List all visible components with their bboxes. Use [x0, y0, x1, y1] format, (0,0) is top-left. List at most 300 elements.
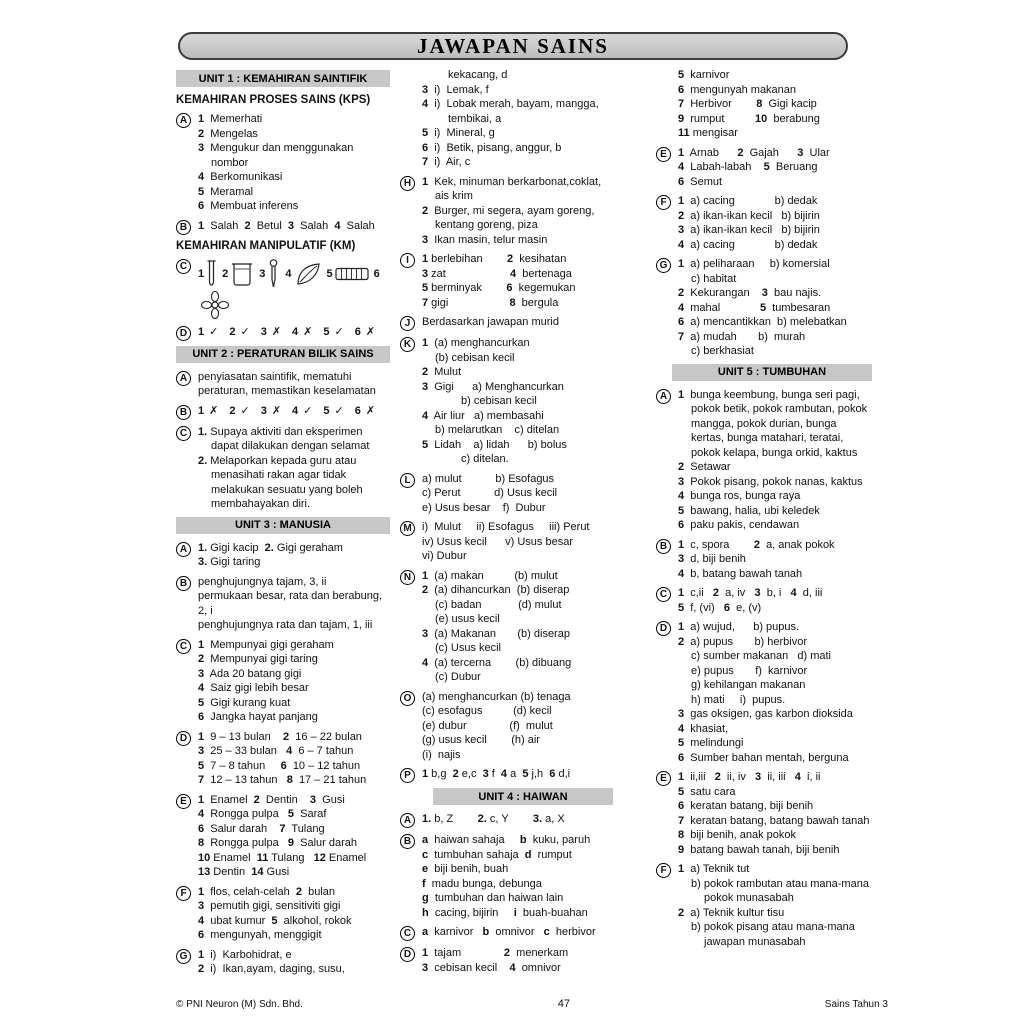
- item-number: 6: [422, 141, 429, 154]
- answer-text: (g) usus kecil (h) air: [422, 734, 540, 746]
- answer-text: c) Perut d) Usus kecil: [422, 487, 558, 499]
- answer-text: Salah: [294, 219, 335, 232]
- answer-text: bergula: [515, 296, 559, 309]
- answer-row: [422, 218, 646, 233]
- answer-text: dapat dilakukan dengan selamat: [211, 440, 370, 452]
- item-number: 4: [678, 161, 685, 173]
- answer-rows: [673, 257, 888, 359]
- answer-text: 16 – 22 bulan: [289, 730, 362, 743]
- answer-row: [678, 146, 888, 161]
- answer-text: vi) Dubur: [422, 550, 467, 562]
- item-number: 5: [323, 325, 330, 338]
- answer-row: [422, 925, 646, 940]
- answer-row: [198, 604, 390, 619]
- answer-text: Setawar: [684, 461, 731, 473]
- answer-row: [198, 127, 390, 142]
- answer-text: Gigi kurang kuat: [204, 696, 291, 709]
- answer-text: kesihatan: [513, 253, 567, 265]
- answer-text: a) mencantikkan b) melebatkan: [684, 316, 847, 328]
- answer-text: Pokok pisang, pokok nanas, kaktus: [684, 475, 863, 488]
- answer-row: [422, 423, 646, 438]
- answer-text: e) pupus f) karnivor: [691, 664, 808, 677]
- item-number: 1: [198, 404, 205, 417]
- answer-letter-badge: D: [176, 731, 191, 746]
- answer-row: [198, 667, 390, 682]
- answer-text: c) sumber makanan d) mati: [691, 650, 831, 662]
- item-number: 5: [678, 785, 685, 798]
- unit-header: UNIT 5 : TUMBUHAN: [672, 364, 872, 381]
- answer-row: [678, 620, 888, 635]
- answer-row: [678, 635, 888, 650]
- badge-cell: [400, 569, 417, 685]
- item-number: 6: [198, 200, 205, 212]
- item-number: 8: [756, 98, 763, 110]
- answer-text: b) pokok rambutan atau mana-mana: [691, 877, 869, 890]
- answer-row: [678, 257, 888, 272]
- answer-letter-badge: G: [656, 258, 671, 273]
- answer-row: [198, 899, 390, 914]
- answer-text: Kekurangan: [684, 287, 762, 299]
- answer-text: rumput: [531, 848, 572, 861]
- answer-row: [678, 843, 888, 858]
- answer-rows: [193, 425, 390, 512]
- item-number: 5: [198, 696, 205, 709]
- answer-rows: [193, 730, 390, 788]
- answer-group: [656, 538, 888, 582]
- answer-row: [198, 258, 390, 320]
- answer-rows: [193, 325, 390, 341]
- item-number: 1: [678, 771, 685, 783]
- answer-row: [678, 920, 888, 935]
- badge-cell: [176, 325, 193, 341]
- answer-rows: [673, 586, 888, 615]
- answer-text: Mengelas: [204, 127, 258, 140]
- item-number: 2: [452, 768, 459, 780]
- badge-cell: [176, 219, 193, 235]
- item-number: 8: [509, 296, 516, 309]
- answer-row: [678, 160, 888, 175]
- answer-text: e,c: [458, 768, 483, 780]
- answer-row: [422, 472, 646, 487]
- answer-text: bulan: [301, 885, 335, 898]
- answer-row: [422, 748, 646, 763]
- item-number: 6: [506, 282, 513, 294]
- answer-row: [198, 141, 390, 156]
- item-number: 7: [678, 330, 685, 343]
- answer-row: [198, 730, 390, 745]
- answer-rows: [417, 520, 646, 564]
- item-number: 5: [422, 282, 429, 294]
- answer-text: (a) dihancurkan (b) diserap: [428, 584, 570, 596]
- check-icon: ✓: [209, 324, 219, 338]
- answer-letter-badge: B: [656, 539, 671, 554]
- badge-cell: [176, 885, 193, 943]
- answer-group: [176, 638, 390, 725]
- item-number: 9: [678, 843, 685, 856]
- answer-row: [422, 336, 646, 351]
- answer-row: [422, 549, 646, 564]
- badge-cell: [656, 620, 673, 765]
- answer-row: [678, 751, 888, 766]
- answer-text: Berkomunikasi: [204, 171, 283, 183]
- answer-text: (a) tercerna (b) dibuang: [428, 656, 572, 669]
- answer-text: 6 – 7 tahun: [292, 745, 354, 757]
- item-number: 2: [422, 204, 429, 217]
- answer-group: [656, 257, 888, 359]
- badge-cell: [656, 194, 673, 252]
- item-number: 3: [761, 287, 768, 299]
- item-number: 3: [422, 267, 429, 280]
- item-number: 1.: [422, 813, 432, 825]
- answer-text: b, i: [760, 587, 791, 599]
- item-number: 3: [422, 380, 429, 393]
- answer-row: [422, 394, 646, 409]
- answer-rows: [417, 175, 646, 248]
- answer-row: [678, 552, 888, 567]
- answer-row: [422, 252, 646, 267]
- answer-rows: [417, 315, 646, 331]
- answer-row: [422, 569, 646, 584]
- answer-text: Dentin: [210, 866, 252, 878]
- answer-text: c, Y: [486, 813, 533, 825]
- answer-group: [400, 946, 646, 975]
- answer-text: flos, celah-celah: [204, 885, 296, 898]
- answer-row: [678, 891, 888, 906]
- answer-group: [176, 425, 390, 512]
- answer-group: [176, 885, 390, 943]
- cross-icon: ✗: [271, 324, 282, 338]
- item-number: 1: [198, 885, 205, 898]
- item-number: 1: [198, 638, 205, 651]
- answer-text: 17 – 21 tahun: [292, 774, 367, 786]
- badge-cell: [176, 404, 193, 420]
- answer-text: Supaya aktiviti dan eksperimen: [207, 425, 363, 438]
- badge-cell: [176, 638, 193, 725]
- answer-text: bertenaga: [516, 267, 572, 280]
- item-number: 10: [755, 112, 768, 125]
- check-icon: ✓: [240, 324, 250, 338]
- item-number: 1: [678, 863, 685, 875]
- answer-row: [198, 652, 390, 667]
- answer-row: [198, 793, 390, 808]
- answer-text: a) peliharaan b) komersial: [684, 258, 830, 270]
- item-number: 2: [422, 584, 429, 596]
- answer-text: melindungi: [684, 737, 744, 749]
- answer-text: kentang goreng, piza: [435, 219, 538, 231]
- item-number: 12: [313, 851, 326, 864]
- answer-text: satu cara: [684, 785, 736, 798]
- badge-cell: [176, 370, 193, 399]
- answer-text: biji benih, buah: [428, 863, 509, 875]
- item-number: 3: [287, 219, 295, 232]
- answer-text: Salur darah: [294, 837, 358, 849]
- answer-rows: [417, 812, 646, 828]
- answer-text: bau najis.: [767, 287, 822, 299]
- answer-row: [422, 97, 646, 112]
- item-number: 3: [198, 142, 205, 154]
- answer-row: [422, 812, 646, 827]
- answer-text: e, (v): [729, 601, 762, 614]
- answer-rows: [417, 925, 646, 941]
- answer-letter-badge: L: [400, 473, 415, 488]
- answer-text: paku pakis, cendawan: [684, 519, 800, 531]
- check-icon: ✓: [303, 403, 313, 417]
- answer-text: Gigi a) Menghancurkan: [428, 380, 564, 393]
- item-number: 5: [678, 69, 685, 81]
- answer-text: b,g: [428, 768, 453, 780]
- answer-text: Mulut: [428, 366, 462, 378]
- badge-cell: [656, 538, 673, 582]
- item-number: 4: [510, 267, 517, 280]
- item-number: 6: [354, 404, 361, 417]
- item-number: 1: [198, 113, 205, 125]
- answer-text: Jangka hayat panjang: [204, 711, 318, 723]
- badge-cell: [400, 690, 417, 763]
- answer-row: [422, 380, 646, 395]
- answer-text: ais krim: [435, 190, 473, 202]
- item-number: 5: [198, 185, 205, 198]
- answer-letter-badge: E: [176, 794, 191, 809]
- item-number: f: [422, 877, 426, 890]
- answer-row: [678, 68, 888, 83]
- item-number: 6: [678, 83, 685, 96]
- item-number: 1: [678, 621, 685, 633]
- answer-text: Enamel: [210, 851, 257, 864]
- badge-cell: [400, 336, 417, 467]
- answer-text: Salur darah: [204, 822, 280, 835]
- badge-cell: [176, 793, 193, 880]
- answer-text: Betul: [250, 219, 288, 232]
- harmonica-icon: [335, 266, 369, 282]
- unit-header: UNIT 2 : PERATURAN BILIK SAINS: [176, 346, 390, 363]
- answer-text: Mempunyai gigi geraham: [204, 638, 334, 651]
- answer-row: [198, 170, 390, 185]
- answer-rows: [193, 404, 390, 420]
- item-number: 3: [678, 224, 685, 236]
- item-number: 5: [678, 504, 685, 517]
- page-number: 47: [557, 998, 570, 1010]
- answer-text: Arnab: [684, 146, 738, 159]
- item-number: 3: [422, 961, 429, 974]
- answer-row: [422, 627, 646, 642]
- answer-row: [678, 814, 888, 829]
- answer-text: herbivor: [549, 926, 596, 938]
- answer-rows: [673, 146, 888, 190]
- answer-row: [422, 641, 646, 656]
- answer-row: [198, 885, 390, 900]
- title-bar: [178, 32, 848, 60]
- answer-text: Saraf: [294, 808, 327, 820]
- answer-row: [678, 175, 888, 190]
- item-number: 2: [222, 267, 229, 280]
- answer-row: [198, 112, 390, 127]
- answer-text: omnivor: [515, 961, 561, 974]
- answer-text: a: [507, 768, 523, 780]
- answer-text: nombor: [211, 156, 249, 169]
- answer-text: ubat kumur: [204, 914, 272, 927]
- item-number: 2: [198, 127, 205, 140]
- answer-row: [198, 439, 390, 454]
- item-number: 11: [678, 127, 690, 139]
- answer-row: [678, 649, 888, 664]
- answer-text: Gigi geraham: [273, 541, 343, 554]
- answer-text: tembikai, a: [448, 112, 502, 125]
- answer-text: membahayakan diri.: [211, 498, 311, 510]
- badge-cell: [176, 258, 193, 320]
- answer-row: [198, 836, 390, 851]
- answer-row: [198, 575, 390, 590]
- answer-row: [198, 696, 390, 711]
- answer-row: [678, 475, 888, 490]
- item-number: 6: [723, 601, 730, 614]
- answer-letter-badge: A: [176, 113, 191, 128]
- badge-cell: [176, 541, 193, 570]
- answer-rows: [193, 219, 390, 235]
- answer-row: [678, 417, 888, 432]
- answer-text: (a) menghancurkan (b) tenaga: [422, 690, 571, 703]
- item-number: 4: [422, 409, 429, 422]
- answer-row: [198, 773, 390, 788]
- answer-text: mengunyah, menggigit: [204, 929, 322, 941]
- answer-text: 12 – 13 tahun: [204, 774, 287, 786]
- answer-row: [678, 272, 888, 287]
- answer-text: karnivor: [684, 69, 730, 81]
- badge-cell: [400, 767, 417, 783]
- item-number: 11: [256, 851, 269, 864]
- answer-text: Rongga pulpa: [204, 808, 288, 820]
- item-number: 2: [678, 461, 685, 473]
- item-number: 1: [198, 730, 205, 743]
- item-number: 2: [678, 635, 685, 648]
- answer-row: [198, 710, 390, 725]
- answer-text: a) wujud, b) pupus.: [684, 621, 800, 633]
- answer-text: gigi: [428, 296, 510, 309]
- answer-row: [678, 664, 888, 679]
- check-icon: ✓: [334, 403, 344, 417]
- answer-text: Enamel: [204, 793, 254, 806]
- answer-group: [400, 925, 646, 941]
- badge-cell: [176, 730, 193, 788]
- answer-row: [678, 460, 888, 475]
- answer-rows: [417, 472, 646, 516]
- answer-letter-badge: C: [176, 426, 191, 441]
- answer-text: b) pokok pisang atau mana-mana: [691, 921, 855, 933]
- item-number: 5: [678, 601, 685, 614]
- item-number: 7: [678, 814, 685, 827]
- item-number: 2: [678, 287, 685, 299]
- answer-text: a) ikan-ikan kecil b) bijirin: [684, 209, 820, 222]
- answer-row: [678, 209, 888, 224]
- answer-row: [678, 489, 888, 504]
- answer-text: bawang, halia, ubi keledek: [684, 504, 820, 517]
- answer-rows: [673, 770, 888, 857]
- column-2: [400, 68, 646, 982]
- item-number: 9: [678, 112, 685, 125]
- answer-text: f, (vi): [684, 601, 724, 614]
- page-footer: [176, 998, 888, 1010]
- answer-row: [198, 851, 390, 866]
- answer-group: [656, 586, 888, 615]
- answer-text: c) berkhasiat: [691, 345, 754, 357]
- answer-text: Ikan masin, telur masin: [428, 233, 548, 246]
- answer-group: [176, 575, 390, 633]
- answer-text: 25 – 33 bulan: [204, 745, 287, 757]
- badge-cell: [400, 252, 417, 310]
- item-number: g: [422, 892, 429, 904]
- answer-text: (c) Dubur: [435, 671, 481, 683]
- answer-group: [656, 194, 888, 252]
- answer-group: [656, 146, 888, 190]
- item-number: 6: [373, 267, 380, 280]
- answer-text: berlebihan: [428, 253, 508, 265]
- answer-group: [400, 472, 646, 516]
- answer-text: a) mudah b) murah: [684, 330, 806, 343]
- item-number: 1: [678, 195, 685, 207]
- badge-cell: [176, 948, 193, 977]
- answer-row: [198, 948, 390, 963]
- answer-row: [422, 233, 646, 248]
- answer-row: [678, 538, 888, 553]
- answer-text: Burger, mi segera, ayam goreng,: [428, 204, 595, 217]
- answer-rows: [417, 569, 646, 685]
- answer-text: a) pupus b) herbivor: [684, 635, 808, 648]
- answer-text: 7 – 8 tahun: [204, 759, 281, 772]
- answer-row: [678, 238, 888, 253]
- answer-row: [422, 877, 646, 892]
- cross-icon: ✗: [365, 403, 376, 417]
- answer-text: Lidah a) lidah b) bolus: [428, 438, 567, 451]
- answer-text: bunga ros, bunga raya: [684, 490, 801, 502]
- answer-group: [400, 336, 646, 467]
- answer-text: Salah: [204, 219, 245, 232]
- answer-text: penyiasatan saintifik, mematuhi: [198, 370, 352, 383]
- answer-group: [176, 404, 390, 420]
- answer-group: [656, 388, 888, 533]
- item-number: 2: [422, 366, 429, 378]
- answer-row: [198, 156, 390, 171]
- answer-row: [678, 693, 888, 708]
- item-number: 4: [285, 267, 292, 280]
- answer-text: mangga, pokok durian, bunga: [691, 417, 837, 430]
- answer-row: [422, 719, 646, 734]
- item-number: 1: [198, 267, 205, 280]
- answer-group: [400, 252, 646, 310]
- item-number: 4: [794, 771, 801, 783]
- answer-text: ii,iii: [684, 771, 715, 783]
- answer-text: ii, iv: [720, 771, 756, 783]
- item-number: 5: [522, 768, 529, 780]
- badge-cell: [176, 575, 193, 633]
- answer-rows: [193, 638, 390, 725]
- badge-cell: [656, 586, 673, 615]
- item-number: 6: [280, 759, 287, 772]
- leaf-icon: [294, 261, 322, 287]
- answer-row: [198, 425, 390, 440]
- answer-text: 2, i: [198, 604, 213, 617]
- answer-row: [422, 296, 646, 311]
- answer-text: i) Ikan,ayam, daging, susu,: [204, 963, 345, 975]
- answer-row: [678, 877, 888, 892]
- item-number: 3: [678, 553, 685, 565]
- item-number: 6: [678, 751, 685, 764]
- answer-row: [198, 681, 390, 696]
- answer-letter-badge: J: [400, 316, 415, 331]
- badge-cell: [400, 833, 417, 920]
- answer-letter-badge: M: [400, 521, 415, 536]
- answer-text: mahal: [684, 301, 760, 314]
- answer-row: [198, 807, 390, 822]
- item-number: a: [422, 834, 429, 846]
